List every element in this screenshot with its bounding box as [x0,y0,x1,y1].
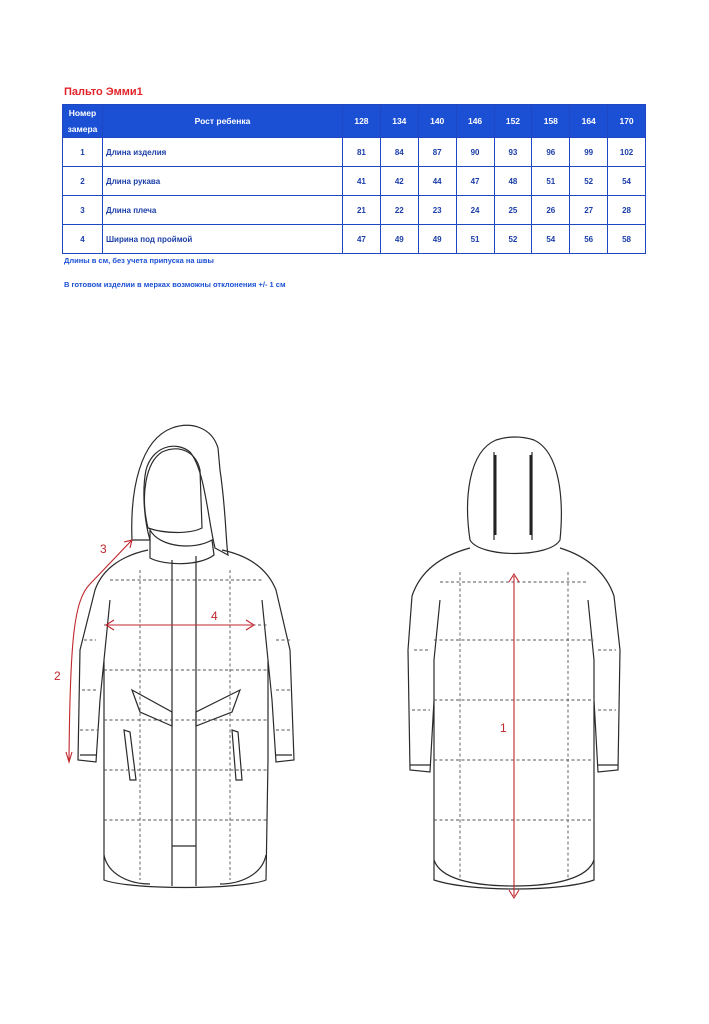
cell-value: 22 [380,196,418,225]
cell-value: 87 [418,138,456,167]
coat-technical-drawing [0,400,709,920]
cell-value: 24 [456,196,494,225]
row-number: 3 [63,196,103,225]
cell-value: 54 [608,167,646,196]
cell-value: 58 [608,225,646,254]
front-sleeve-seams [80,600,292,755]
front-hem [104,855,266,884]
cell-value: 21 [343,196,381,225]
header-size: 134 [380,105,418,138]
measure-4-label: 4 [211,609,218,623]
measure-2-label: 2 [54,669,61,683]
back-hood-outline [468,437,562,554]
front-pocket-left [124,690,172,780]
cell-value: 90 [456,138,494,167]
cell-value: 27 [570,196,608,225]
row-name: Ширина под проймой [103,225,343,254]
cell-value: 49 [418,225,456,254]
front-hood-opening [144,449,202,533]
header-size: 170 [608,105,646,138]
cell-value: 52 [494,225,532,254]
cell-value: 41 [343,167,381,196]
cell-value: 52 [570,167,608,196]
cell-value: 44 [418,167,456,196]
cell-value: 47 [456,167,494,196]
header-size: 152 [494,105,532,138]
cell-value: 42 [380,167,418,196]
cell-value: 81 [343,138,381,167]
measure-1-line [509,574,519,898]
cell-value: 99 [570,138,608,167]
cell-value: 48 [494,167,532,196]
table-row [63,196,646,225]
header-size: 146 [456,105,494,138]
cell-value: 54 [532,225,570,254]
measure-1-label: 1 [500,721,507,735]
measure-4-line [106,620,254,630]
table-row [63,225,646,254]
header-size: 158 [532,105,570,138]
cell-value: 49 [380,225,418,254]
cell-value: 28 [608,196,646,225]
size-table [62,104,646,254]
row-name: Длина плеча [103,196,343,225]
back-hood-seam [494,452,532,540]
cell-value: 84 [380,138,418,167]
cell-value: 51 [456,225,494,254]
cell-value: 96 [532,138,570,167]
cell-value: 25 [494,196,532,225]
note-tolerance: В готовом изделии в мерках возможны отклонения +/- 1 см [64,280,286,289]
row-number: 1 [63,138,103,167]
measure-3-line [90,540,132,584]
cell-value: 47 [343,225,381,254]
row-number: 2 [63,167,103,196]
header-child-height: Рост ребенка [103,105,343,138]
cell-value: 93 [494,138,532,167]
measurement-lines [54,540,519,898]
product-title: Пальто Эмми1 [64,86,143,98]
measure-3-label: 3 [100,542,107,556]
front-hood-outline [132,425,228,555]
header-size: 164 [570,105,608,138]
front-quilting [80,570,292,880]
table-row [63,167,646,196]
cell-value: 23 [418,196,456,225]
cell-value: 56 [570,225,608,254]
note-units: Длины в см, без учета припуска на швы [64,256,214,265]
row-name: Длина рукава [103,167,343,196]
front-collar [150,530,214,564]
cell-value: 26 [532,196,570,225]
header-size: 128 [343,105,381,138]
table-header-row [63,105,646,138]
header-size: 140 [418,105,456,138]
table-row [63,138,646,167]
header-measure-number: Номер замера [63,105,103,138]
row-name: Длина изделия [103,138,343,167]
cell-value: 51 [532,167,570,196]
cell-value: 102 [608,138,646,167]
front-pocket-right [196,690,242,780]
front-placket [172,556,196,886]
coat-front-view [78,425,294,887]
row-number: 4 [63,225,103,254]
